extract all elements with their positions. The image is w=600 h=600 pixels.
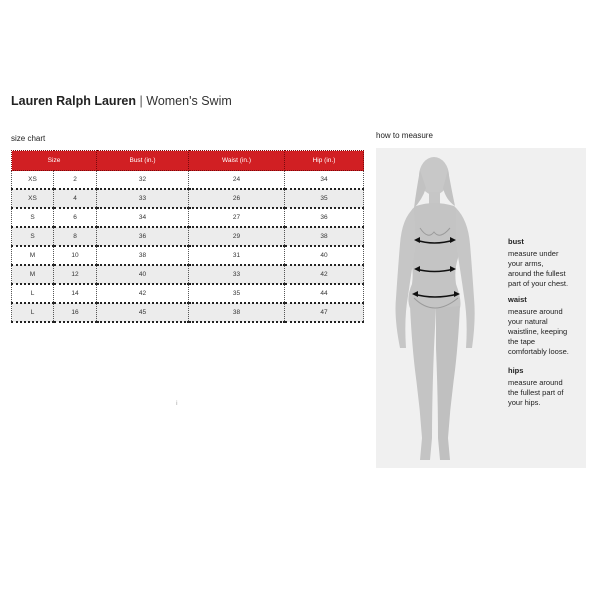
bust-heading: bust [508, 237, 524, 246]
size-number-cell: 4 [54, 189, 97, 208]
waist-cell: 27 [189, 208, 285, 227]
table-row [12, 208, 364, 227]
waist-cell: 38 [189, 303, 285, 322]
table-row [12, 189, 364, 208]
hips-text: measure around the fullest part of your hips. [508, 378, 564, 407]
hip-cell: 42 [285, 265, 364, 284]
table-row [12, 284, 364, 303]
bust-cell: 38 [97, 246, 189, 265]
how-to-measure-panel [376, 148, 586, 468]
bust-cell: 32 [97, 171, 189, 190]
hip-cell: 34 [285, 171, 364, 190]
table-row [12, 227, 364, 246]
size-letter-cell: XS [12, 171, 54, 190]
waist-cell: 31 [189, 246, 285, 265]
size-letter-cell: S [12, 227, 54, 246]
brand-name: Lauren Ralph Lauren [11, 94, 137, 108]
size-letter-cell: L [12, 284, 54, 303]
waist-cell: 24 [189, 171, 285, 190]
size-letter-cell: M [12, 265, 54, 284]
size-letter-cell: M [12, 246, 54, 265]
hip-cell: 44 [285, 284, 364, 303]
bust-cell: 36 [97, 227, 189, 246]
size-number-cell: 8 [54, 227, 97, 246]
size-number-cell: 2 [54, 171, 97, 190]
waist-cell: 35 [189, 284, 285, 303]
waist-text: measure around your natural waistline, keeping the tape comfortably loose. [508, 307, 569, 356]
stray-mark: ⅰ [176, 401, 178, 407]
table-row [12, 303, 364, 322]
hip-cell: 40 [285, 246, 364, 265]
hip-cell: 47 [285, 303, 364, 322]
size-number-cell: 6 [54, 208, 97, 227]
bust-cell: 45 [97, 303, 189, 322]
waist-cell: 29 [189, 227, 285, 246]
waist-instructions [508, 295, 586, 357]
waist-cell: 33 [189, 265, 285, 284]
size-letter-cell: S [12, 208, 54, 227]
page-title [11, 94, 232, 108]
bust-instructions [508, 237, 586, 289]
bust-text: measure under your arms, around the fullest part of your chest. [508, 249, 569, 288]
hip-cell: 36 [285, 208, 364, 227]
column-header-size: Size [12, 151, 97, 171]
size-chart-header-row [12, 151, 364, 171]
hips-heading: hips [508, 366, 524, 375]
size-number-cell: 10 [54, 246, 97, 265]
table-row [12, 246, 364, 265]
hip-cell: 38 [285, 227, 364, 246]
column-header-hip: Hip (in.) [285, 151, 364, 171]
bust-cell: 33 [97, 189, 189, 208]
bust-cell: 40 [97, 265, 189, 284]
bust-cell: 34 [97, 208, 189, 227]
waist-cell: 26 [189, 189, 285, 208]
size-chart-table [11, 150, 364, 323]
size-number-cell: 16 [54, 303, 97, 322]
table-row [12, 265, 364, 284]
waist-heading: waist [508, 295, 527, 304]
table-row [12, 171, 364, 190]
how-to-measure-label: how to measure [376, 131, 433, 140]
size-number-cell: 14 [54, 284, 97, 303]
column-header-bust: Bust (in.) [97, 151, 189, 171]
hip-cell: 35 [285, 189, 364, 208]
title-subtitle: Women's Swim [146, 94, 232, 108]
size-letter-cell: L [12, 303, 54, 322]
body-silhouette-figure [376, 148, 506, 468]
column-header-waist: Waist (in.) [189, 151, 285, 171]
hips-instructions [508, 366, 586, 408]
size-letter-cell: XS [12, 189, 54, 208]
bust-cell: 42 [97, 284, 189, 303]
size-number-cell: 12 [54, 265, 97, 284]
size-chart-label: size chart [11, 134, 46, 143]
title-separator: | [139, 94, 143, 108]
